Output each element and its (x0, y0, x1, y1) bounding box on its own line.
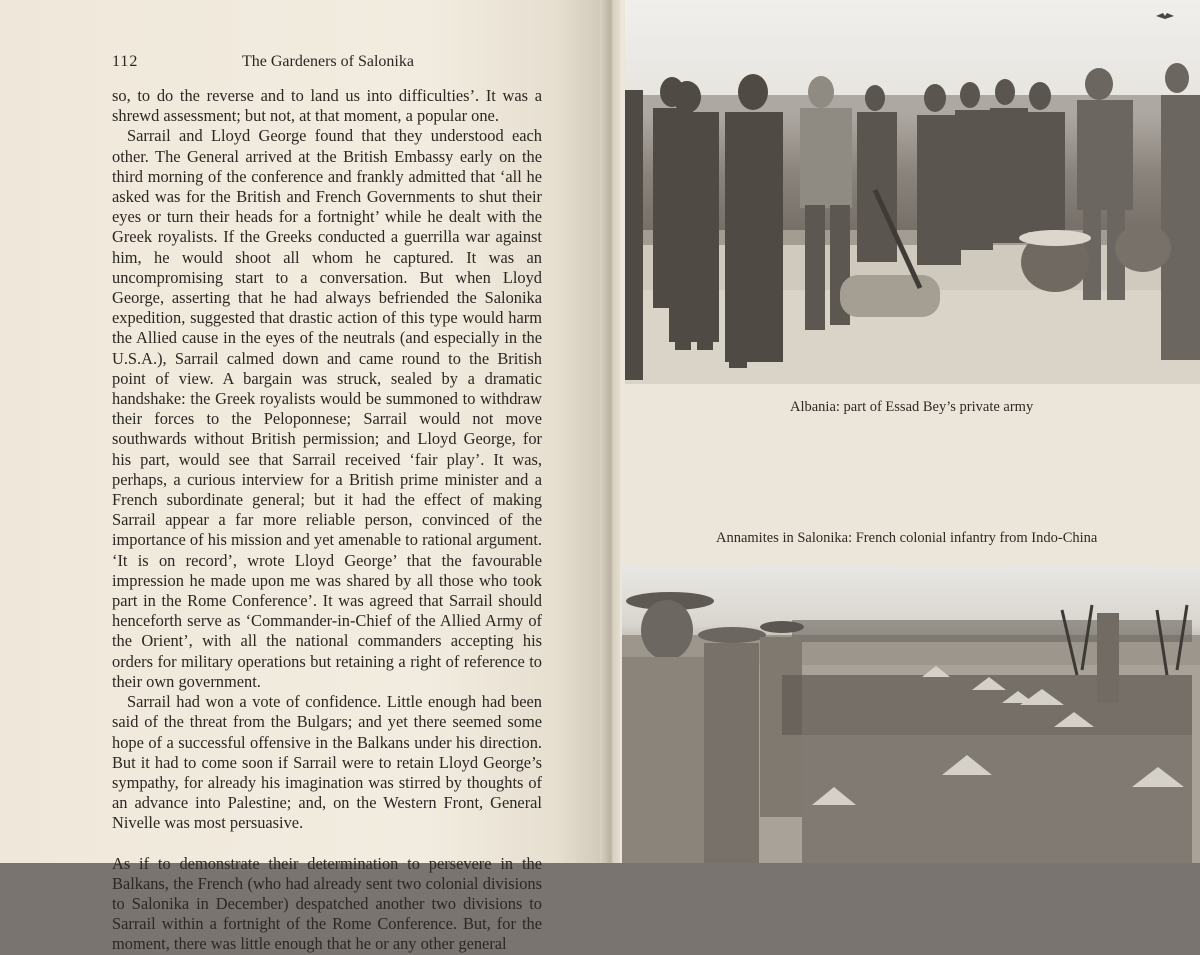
page-number: 112 (112, 53, 139, 70)
running-head (112, 53, 516, 73)
paragraph-4: As if to demonstrate their determination to persevere in the Balkans, the French (who had already sent two colonial divisions to Salonika in December) despatched another two divisions to Sarrail within a fortnight of the Rome Conference. But, for the moment, there was little enough that he or any other general (112, 853, 542, 954)
paragraph-2: Sarrail and Lloyd George found that they understood each other. The General arrived at the British Embassy early on the third morning of the conference and frankly admitted that ‘all he asked was for the British and French Governments to shut their eyes or turn their heads for a fortnight’ while he dealt with the Greek royalists. If the Greeks conducted a guerrilla war against him, he would shoot all whom he captured. It was an uncompromising start to a conversation. But when Lloyd George, asserting that he had always befriended the Salonika expedition, suggested that drastic action of this type would harm the Allied cause in the eyes of the neutrals (and especially in the U.S.A.), Sarrail calmed down and came round to the British point of view. A bargain was struck, sealed by a dramatic handshake: the Greek royalists would be summoned to withdraw their forces to the Peloponnese; Sarrail would not move southwards without British permission; and Lloyd George, for his part, would see that Sarrail received ‘fair play’. It was, perhaps, a curious interview for a British prime minister and a French subordinate general; but it had the effect of making Sarrail appear a far more reliable person, convinced of the importance of his mission and yet amenable to rational argument. ‘It is on record’, wrote Lloyd George’ that the favourable impression he made upon me was shared by all those who took part in the Rome Conference’. It was agreed that Sarrail should henceforth serve as ‘Commander-in-Chief of the Allied Army of the Orient’, with all the national commanders accepting his orders for military operations but retaining a right of reference to their own government. (112, 126, 542, 691)
paragraph-1: so, to do the reverse and to land us into difficulties’. It was a shrewd assessment; but not, at that moment, a popular one. (112, 86, 542, 126)
caption-annamites: Annamites in Salonika: French colonial infantry from Indo-China (716, 530, 1098, 546)
photo-annamite-infantry (622, 565, 1200, 863)
body-text (112, 86, 542, 955)
photo-albanian-soldiers (625, 0, 1200, 384)
paragraph-3: Sarrail had won a vote of confidence. Little enough had been said of the threat from the Bulgars; and yet there seemed some hope of a successful offensive in the Balkans under his direction. But it had to come soon if Sarrail were to retain Lloyd George’s sympathy, for already his imagination was stirred by thoughts of an advance into Palestine; and, on the Western Front, General Nivelle was most persuasive. (112, 692, 542, 833)
caption-albania: Albania: part of Essad Bey’s private army (790, 399, 1034, 415)
bird-mark-icon (1156, 12, 1174, 20)
chapter-title: The Gardeners of Salonika (242, 53, 414, 70)
